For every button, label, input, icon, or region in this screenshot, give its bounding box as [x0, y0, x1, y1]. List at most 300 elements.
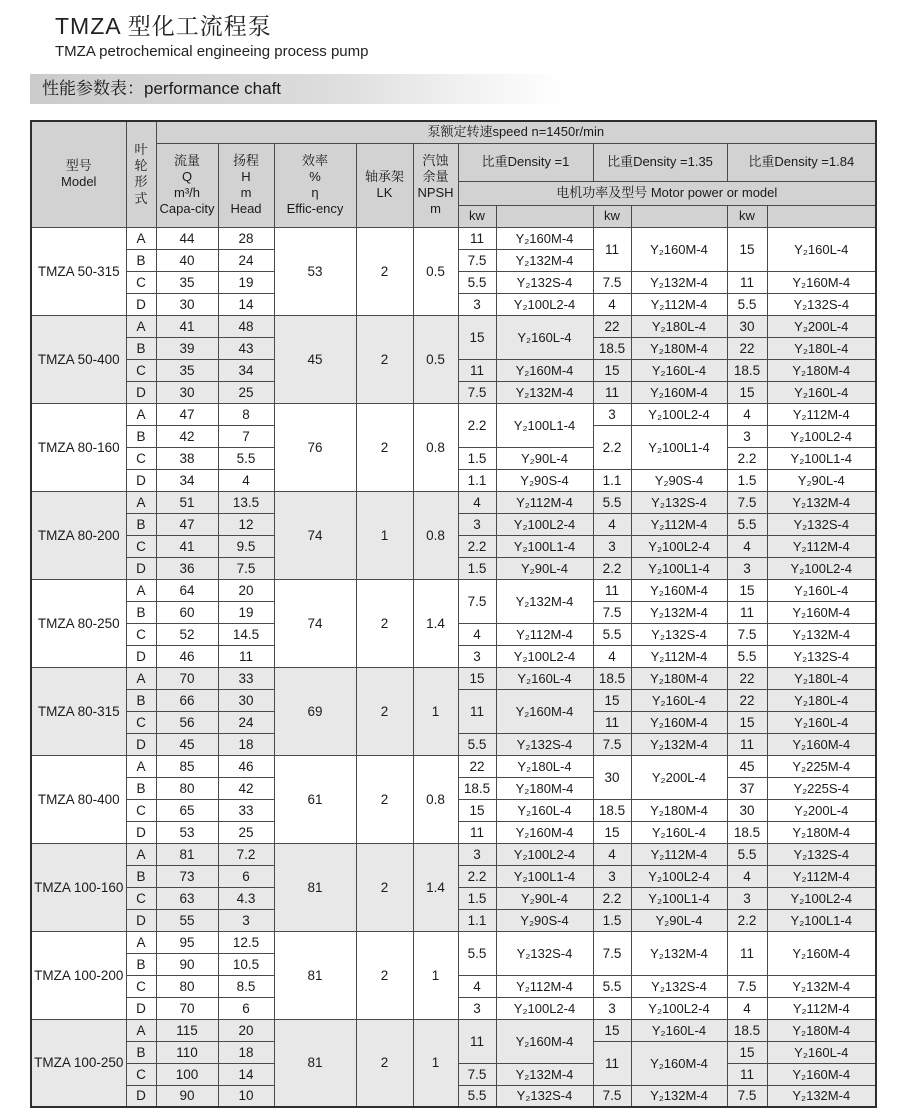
- motor-kw-cell: 15: [727, 381, 767, 403]
- motor-kw-cell: 3: [727, 887, 767, 909]
- motor-model-cell: Y₂112M-4: [631, 513, 727, 535]
- bearing-lk-cell: 2: [356, 579, 413, 667]
- motor-model-cell: Y₂100L1-4: [631, 887, 727, 909]
- motor-model-cell: Y₂112M-4: [631, 645, 727, 667]
- head-cell: 48: [218, 315, 274, 337]
- bearing-lk-cell: 2: [356, 843, 413, 931]
- section-label: 性能参数表：performance chaft: [30, 74, 565, 104]
- motor-kw-cell: 11: [727, 601, 767, 623]
- impeller-form-cell: B: [126, 249, 156, 271]
- motor-kw-cell: 4: [727, 865, 767, 887]
- motor-model-cell: Y₂160L-4: [767, 711, 876, 733]
- impeller-form-cell: D: [126, 909, 156, 931]
- motor-kw-cell: 4: [727, 997, 767, 1019]
- motor-kw-cell: 4: [458, 491, 496, 513]
- motor-kw-cell: 11: [593, 1041, 631, 1085]
- table-row: [31, 667, 876, 689]
- impeller-form-cell: C: [126, 975, 156, 997]
- impeller-form-cell: C: [126, 447, 156, 469]
- head-cell: 19: [218, 271, 274, 293]
- impeller-form-cell: A: [126, 227, 156, 249]
- motor-model-cell: Y₂100L1-4: [496, 403, 593, 447]
- motor-kw-cell: 3: [593, 535, 631, 557]
- motor-kw-cell: 4: [593, 293, 631, 315]
- motor-model-cell: Y₂160L-4: [631, 1019, 727, 1041]
- capacity-cell: 39: [156, 337, 218, 359]
- header-density-135: 比重Density =1.35: [593, 143, 727, 181]
- capacity-cell: 53: [156, 821, 218, 843]
- pump-model-cell: TMZA 80-400: [31, 755, 126, 843]
- impeller-form-cell: C: [126, 887, 156, 909]
- motor-kw-cell: 15: [727, 1041, 767, 1063]
- motor-model-cell: Y₂160L-4: [767, 579, 876, 601]
- impeller-form-cell: C: [126, 271, 156, 293]
- head-cell: 11: [218, 645, 274, 667]
- motor-model-cell: Y₂132S-4: [496, 931, 593, 975]
- header-capacity: 流量 Q m³/h Capa-city: [156, 143, 218, 227]
- head-cell: 8: [218, 403, 274, 425]
- efficiency-cell: 76: [274, 403, 356, 491]
- motor-kw-cell: 11: [727, 931, 767, 975]
- motor-model-cell: Y₂100L2-4: [631, 865, 727, 887]
- motor-model-cell: Y₂160L-4: [631, 821, 727, 843]
- efficiency-cell: 61: [274, 755, 356, 843]
- motor-model-cell: Y₂100L2-4: [767, 887, 876, 909]
- motor-kw-cell: 30: [727, 799, 767, 821]
- motor-model-cell: Y₂100L2-4: [496, 645, 593, 667]
- motor-model-cell: Y₂132S-4: [767, 843, 876, 865]
- doc-header: [55, 8, 900, 60]
- head-cell: 30: [218, 689, 274, 711]
- capacity-cell: 56: [156, 711, 218, 733]
- npsh-cell: 0.5: [413, 227, 458, 315]
- capacity-cell: 35: [156, 271, 218, 293]
- motor-kw-cell: 1.5: [593, 909, 631, 931]
- capacity-cell: 34: [156, 469, 218, 491]
- motor-kw-cell: 4: [593, 843, 631, 865]
- motor-model-cell: Y₂112M-4: [496, 975, 593, 997]
- motor-model-cell: Y₂200L-4: [767, 799, 876, 821]
- npsh-cell: 1.4: [413, 843, 458, 931]
- motor-kw-cell: 15: [593, 821, 631, 843]
- capacity-cell: 80: [156, 975, 218, 997]
- motor-kw-cell: 4: [727, 535, 767, 557]
- impeller-form-cell: D: [126, 733, 156, 755]
- motor-model-cell: Y₂160M-4: [767, 271, 876, 293]
- motor-model-cell: Y₂90L-4: [496, 887, 593, 909]
- efficiency-cell: 53: [274, 227, 356, 315]
- efficiency-cell: 81: [274, 843, 356, 931]
- motor-model-cell: Y₂132S-4: [496, 1085, 593, 1107]
- impeller-form-cell: B: [126, 337, 156, 359]
- motor-model-cell: Y₂160M-4: [767, 931, 876, 975]
- impeller-form-cell: A: [126, 1019, 156, 1041]
- motor-kw-cell: 1.5: [727, 469, 767, 491]
- motor-kw-cell: 18.5: [727, 1019, 767, 1041]
- motor-kw-cell: 15: [593, 359, 631, 381]
- motor-kw-cell: 15: [593, 1019, 631, 1041]
- motor-model-cell: Y₂160L-4: [767, 227, 876, 271]
- header-motor-model-density1: [496, 205, 593, 227]
- motor-model-cell: Y₂132S-4: [631, 491, 727, 513]
- motor-kw-cell: 30: [593, 755, 631, 799]
- motor-model-cell: Y₂90S-4: [631, 469, 727, 491]
- motor-kw-cell: 15: [727, 711, 767, 733]
- motor-model-cell: Y₂100L2-4: [496, 513, 593, 535]
- capacity-cell: 35: [156, 359, 218, 381]
- npsh-cell: 1.4: [413, 579, 458, 667]
- impeller-form-cell: B: [126, 953, 156, 975]
- motor-kw-cell: 3: [458, 997, 496, 1019]
- capacity-cell: 80: [156, 777, 218, 799]
- capacity-cell: 55: [156, 909, 218, 931]
- head-cell: 8.5: [218, 975, 274, 997]
- motor-model-cell: Y₂160M-4: [496, 227, 593, 249]
- motor-kw-cell: 2.2: [727, 447, 767, 469]
- npsh-cell: 0.8: [413, 491, 458, 579]
- header-head: 扬程 H m Head: [218, 143, 274, 227]
- motor-kw-cell: 18.5: [458, 777, 496, 799]
- npsh-cell: 1: [413, 931, 458, 1019]
- capacity-cell: 65: [156, 799, 218, 821]
- bearing-lk-cell: 2: [356, 755, 413, 843]
- capacity-cell: 30: [156, 381, 218, 403]
- impeller-form-cell: B: [126, 601, 156, 623]
- head-cell: 6: [218, 865, 274, 887]
- capacity-cell: 40: [156, 249, 218, 271]
- motor-kw-cell: 1.1: [458, 469, 496, 491]
- motor-kw-cell: 11: [593, 579, 631, 601]
- motor-kw-cell: 2.2: [593, 557, 631, 579]
- motor-kw-cell: 15: [727, 579, 767, 601]
- pump-model-cell: TMZA 80-250: [31, 579, 126, 667]
- motor-model-cell: Y₂180L-4: [767, 337, 876, 359]
- motor-kw-cell: 11: [458, 227, 496, 249]
- capacity-cell: 47: [156, 513, 218, 535]
- header-kw-density135: kw: [593, 205, 631, 227]
- header-impeller-form: 叶 轮 形 式: [126, 121, 156, 227]
- motor-model-cell: Y₂160L-4: [496, 799, 593, 821]
- capacity-cell: 64: [156, 579, 218, 601]
- motor-kw-cell: 3: [593, 997, 631, 1019]
- head-cell: 4.3: [218, 887, 274, 909]
- motor-kw-cell: 3: [593, 865, 631, 887]
- motor-kw-cell: 11: [727, 1063, 767, 1085]
- bearing-lk-cell: 2: [356, 227, 413, 315]
- motor-kw-cell: 7.5: [727, 491, 767, 513]
- motor-model-cell: Y₂160M-4: [767, 733, 876, 755]
- head-cell: 7.2: [218, 843, 274, 865]
- impeller-form-cell: B: [126, 425, 156, 447]
- capacity-cell: 41: [156, 535, 218, 557]
- table-row: [31, 931, 876, 953]
- efficiency-cell: 81: [274, 931, 356, 1019]
- motor-model-cell: Y₂112M-4: [496, 623, 593, 645]
- motor-kw-cell: 18.5: [593, 799, 631, 821]
- impeller-form-cell: C: [126, 711, 156, 733]
- motor-model-cell: Y₂180L-4: [767, 667, 876, 689]
- bearing-lk-cell: 1: [356, 491, 413, 579]
- header-motor-model-density184: [767, 205, 876, 227]
- motor-kw-cell: 15: [458, 667, 496, 689]
- motor-model-cell: Y₂132M-4: [496, 579, 593, 623]
- motor-model-cell: Y₂132M-4: [767, 1085, 876, 1107]
- motor-model-cell: Y₂132M-4: [496, 381, 593, 403]
- table-row: [31, 755, 876, 777]
- header-rated-speed: 泵额定转速speed n=1450r/min: [156, 121, 876, 143]
- motor-model-cell: Y₂132M-4: [631, 931, 727, 975]
- header-kw-density184: kw: [727, 205, 767, 227]
- header-kw-density1: kw: [458, 205, 496, 227]
- capacity-cell: 66: [156, 689, 218, 711]
- motor-kw-cell: 7.5: [593, 733, 631, 755]
- bearing-lk-cell: 2: [356, 931, 413, 1019]
- capacity-cell: 85: [156, 755, 218, 777]
- motor-model-cell: Y₂90S-4: [496, 909, 593, 931]
- motor-kw-cell: 3: [593, 403, 631, 425]
- motor-kw-cell: 11: [593, 227, 631, 271]
- motor-kw-cell: 11: [458, 359, 496, 381]
- motor-kw-cell: 22: [727, 667, 767, 689]
- capacity-cell: 95: [156, 931, 218, 953]
- motor-kw-cell: 5.5: [458, 1085, 496, 1107]
- pump-model-cell: TMZA 100-250: [31, 1019, 126, 1107]
- motor-model-cell: Y₂132M-4: [631, 271, 727, 293]
- motor-model-cell: Y₂160M-4: [767, 601, 876, 623]
- motor-kw-cell: 7.5: [727, 975, 767, 997]
- impeller-form-cell: D: [126, 645, 156, 667]
- table-row: [31, 227, 876, 249]
- motor-kw-cell: 22: [458, 755, 496, 777]
- head-cell: 13.5: [218, 491, 274, 513]
- motor-model-cell: Y₂112M-4: [767, 535, 876, 557]
- head-cell: 10.5: [218, 953, 274, 975]
- motor-kw-cell: 22: [593, 315, 631, 337]
- capacity-cell: 30: [156, 293, 218, 315]
- motor-model-cell: Y₂132M-4: [496, 1063, 593, 1085]
- capacity-cell: 36: [156, 557, 218, 579]
- motor-model-cell: Y₂100L1-4: [631, 425, 727, 469]
- motor-model-cell: Y₂180M-4: [631, 337, 727, 359]
- motor-kw-cell: 45: [727, 755, 767, 777]
- motor-kw-cell: 11: [593, 381, 631, 403]
- capacity-cell: 115: [156, 1019, 218, 1041]
- motor-kw-cell: 2.2: [458, 535, 496, 557]
- motor-model-cell: Y₂180M-4: [767, 821, 876, 843]
- motor-kw-cell: 11: [727, 271, 767, 293]
- pump-model-cell: TMZA 80-315: [31, 667, 126, 755]
- motor-kw-cell: 2.2: [458, 865, 496, 887]
- pump-model-cell: TMZA 100-200: [31, 931, 126, 1019]
- pump-model-cell: TMZA 50-400: [31, 315, 126, 403]
- motor-model-cell: Y₂132M-4: [767, 975, 876, 997]
- impeller-form-cell: A: [126, 403, 156, 425]
- motor-kw-cell: 5.5: [727, 843, 767, 865]
- table-row: [31, 843, 876, 865]
- motor-model-cell: Y₂100L1-4: [496, 535, 593, 557]
- head-cell: 33: [218, 667, 274, 689]
- head-cell: 6: [218, 997, 274, 1019]
- motor-model-cell: Y₂90L-4: [496, 557, 593, 579]
- efficiency-cell: 81: [274, 1019, 356, 1107]
- head-cell: 42: [218, 777, 274, 799]
- header-density-184: 比重Density =1.84: [727, 143, 876, 181]
- motor-model-cell: Y₂112M-4: [767, 997, 876, 1019]
- motor-kw-cell: 1.5: [458, 887, 496, 909]
- motor-kw-cell: 7.5: [593, 1085, 631, 1107]
- motor-kw-cell: 7.5: [593, 271, 631, 293]
- motor-kw-cell: 22: [727, 689, 767, 711]
- motor-kw-cell: 11: [458, 821, 496, 843]
- efficiency-cell: 74: [274, 491, 356, 579]
- motor-kw-cell: 18.5: [727, 821, 767, 843]
- motor-kw-cell: 4: [593, 513, 631, 535]
- motor-model-cell: Y₂132S-4: [767, 293, 876, 315]
- motor-kw-cell: 7.5: [593, 601, 631, 623]
- motor-kw-cell: 18.5: [593, 667, 631, 689]
- motor-model-cell: Y₂100L1-4: [767, 909, 876, 931]
- motor-kw-cell: 7.5: [458, 381, 496, 403]
- motor-kw-cell: 37: [727, 777, 767, 799]
- impeller-form-cell: B: [126, 865, 156, 887]
- motor-kw-cell: 5.5: [593, 975, 631, 997]
- motor-kw-cell: 5.5: [458, 931, 496, 975]
- impeller-form-cell: D: [126, 1085, 156, 1107]
- motor-kw-cell: 7.5: [458, 1063, 496, 1085]
- motor-kw-cell: 7.5: [458, 249, 496, 271]
- impeller-form-cell: D: [126, 997, 156, 1019]
- motor-model-cell: Y₂132M-4: [767, 491, 876, 513]
- motor-kw-cell: 7.5: [727, 623, 767, 645]
- motor-kw-cell: 2.2: [458, 403, 496, 447]
- impeller-form-cell: A: [126, 315, 156, 337]
- head-cell: 10: [218, 1085, 274, 1107]
- motor-model-cell: Y₂180M-4: [496, 777, 593, 799]
- motor-model-cell: Y₂132S-4: [767, 513, 876, 535]
- pump-model-cell: TMZA 100-160: [31, 843, 126, 931]
- motor-kw-cell: 2.2: [727, 909, 767, 931]
- motor-kw-cell: 11: [458, 689, 496, 733]
- capacity-cell: 70: [156, 667, 218, 689]
- capacity-cell: 45: [156, 733, 218, 755]
- head-cell: 9.5: [218, 535, 274, 557]
- motor-kw-cell: 1.5: [458, 447, 496, 469]
- capacity-cell: 47: [156, 403, 218, 425]
- head-cell: 43: [218, 337, 274, 359]
- motor-kw-cell: 4: [458, 975, 496, 997]
- motor-kw-cell: 5.5: [458, 733, 496, 755]
- impeller-form-cell: D: [126, 469, 156, 491]
- capacity-cell: 70: [156, 997, 218, 1019]
- motor-model-cell: Y₂180M-4: [631, 667, 727, 689]
- capacity-cell: 90: [156, 953, 218, 975]
- motor-kw-cell: 3: [727, 557, 767, 579]
- motor-model-cell: Y₂200L-4: [631, 755, 727, 799]
- impeller-form-cell: D: [126, 557, 156, 579]
- table-header: [31, 121, 876, 227]
- motor-kw-cell: 2.2: [593, 887, 631, 909]
- capacity-cell: 110: [156, 1041, 218, 1063]
- motor-model-cell: Y₂100L1-4: [496, 865, 593, 887]
- npsh-cell: 0.5: [413, 315, 458, 403]
- motor-kw-cell: 5.5: [458, 271, 496, 293]
- motor-model-cell: Y₂160M-4: [496, 821, 593, 843]
- motor-model-cell: Y₂100L2-4: [496, 997, 593, 1019]
- motor-model-cell: Y₂132M-4: [496, 249, 593, 271]
- capacity-cell: 90: [156, 1085, 218, 1107]
- head-cell: 12.5: [218, 931, 274, 953]
- capacity-cell: 60: [156, 601, 218, 623]
- efficiency-cell: 45: [274, 315, 356, 403]
- motor-kw-cell: 5.5: [727, 513, 767, 535]
- motor-kw-cell: 1.5: [458, 557, 496, 579]
- efficiency-cell: 74: [274, 579, 356, 667]
- motor-model-cell: Y₂160L-4: [631, 359, 727, 381]
- head-cell: 24: [218, 711, 274, 733]
- head-cell: 20: [218, 1019, 274, 1041]
- impeller-form-cell: C: [126, 359, 156, 381]
- bearing-lk-cell: 2: [356, 667, 413, 755]
- motor-kw-cell: 11: [593, 711, 631, 733]
- motor-model-cell: Y₂132S-4: [631, 975, 727, 997]
- capacity-cell: 38: [156, 447, 218, 469]
- header-efficiency: 效率 % η Effic-ency: [274, 143, 356, 227]
- motor-model-cell: Y₂160M-4: [631, 711, 727, 733]
- motor-model-cell: Y₂180L-4: [767, 689, 876, 711]
- motor-model-cell: Y₂160L-4: [767, 1041, 876, 1063]
- motor-kw-cell: 18.5: [593, 337, 631, 359]
- motor-kw-cell: 1.1: [458, 909, 496, 931]
- motor-kw-cell: 1.1: [593, 469, 631, 491]
- motor-model-cell: Y₂100L2-4: [496, 293, 593, 315]
- motor-model-cell: Y₂100L2-4: [767, 425, 876, 447]
- motor-model-cell: Y₂160M-4: [496, 689, 593, 733]
- head-cell: 24: [218, 249, 274, 271]
- motor-model-cell: Y₂132S-4: [496, 271, 593, 293]
- motor-model-cell: Y₂160L-4: [767, 381, 876, 403]
- capacity-cell: 100: [156, 1063, 218, 1085]
- impeller-form-cell: C: [126, 799, 156, 821]
- motor-kw-cell: 30: [727, 315, 767, 337]
- capacity-cell: 52: [156, 623, 218, 645]
- impeller-form-cell: B: [126, 513, 156, 535]
- motor-model-cell: Y₂225S-4: [767, 777, 876, 799]
- capacity-cell: 51: [156, 491, 218, 513]
- motor-kw-cell: 3: [458, 645, 496, 667]
- header-model: 型号 Model: [31, 121, 126, 227]
- head-cell: 20: [218, 579, 274, 601]
- motor-model-cell: Y₂160L-4: [496, 667, 593, 689]
- motor-kw-cell: 18.5: [727, 359, 767, 381]
- motor-model-cell: Y₂132M-4: [767, 623, 876, 645]
- motor-kw-cell: 15: [458, 315, 496, 359]
- table-body: [31, 227, 876, 1107]
- impeller-form-cell: B: [126, 689, 156, 711]
- header-density-1: 比重Density =1: [458, 143, 593, 181]
- capacity-cell: 63: [156, 887, 218, 909]
- motor-kw-cell: 3: [458, 843, 496, 865]
- motor-kw-cell: 4: [727, 403, 767, 425]
- head-cell: 25: [218, 821, 274, 843]
- page-title: TMZA 型化工流程泵: [55, 13, 272, 39]
- motor-model-cell: Y₂160M-4: [496, 359, 593, 381]
- header-npsh: 汽蚀 余量 NPSH m: [413, 143, 458, 227]
- table-row: [31, 1019, 876, 1041]
- motor-kw-cell: 7.5: [727, 1085, 767, 1107]
- motor-model-cell: Y₂160M-4: [631, 579, 727, 601]
- impeller-form-cell: A: [126, 667, 156, 689]
- impeller-form-cell: D: [126, 381, 156, 403]
